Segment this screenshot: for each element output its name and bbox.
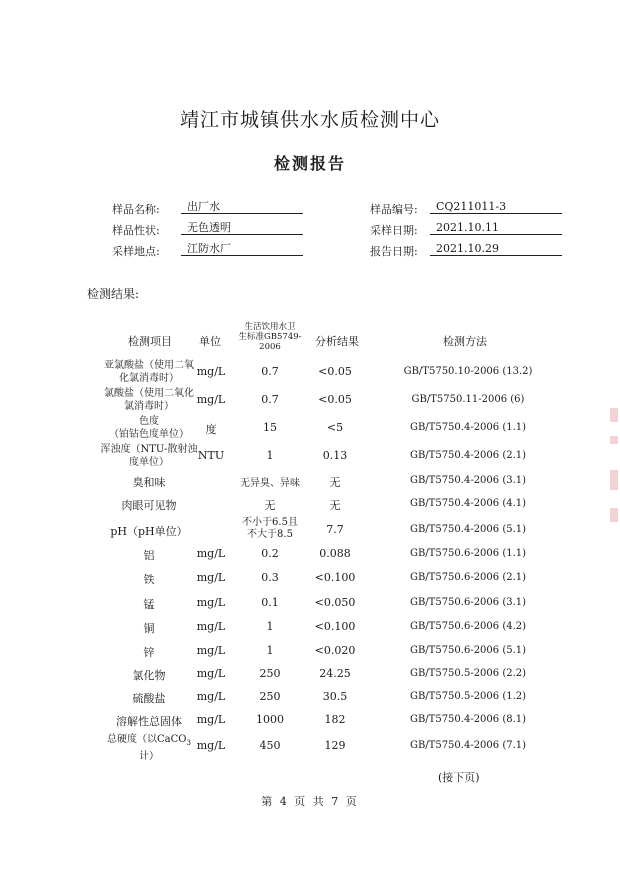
sample-no-value: CQ211011-3: [430, 199, 562, 214]
row-method: GB/T5750.5-2006 (2.2): [409, 668, 527, 679]
report-date-label: 报告日期:: [370, 245, 418, 258]
sampling-site-value: 江防水厂: [181, 241, 303, 256]
row-result: 30.5: [322, 690, 348, 703]
row-unit: 度: [205, 423, 217, 436]
row-item: 铝: [143, 549, 155, 562]
row-item-text: 总硬度（以CaCO: [107, 734, 187, 745]
row-unit: mg/L: [196, 690, 226, 703]
row-unit: mg/L: [196, 393, 226, 406]
row-item: 臭和味: [132, 476, 166, 489]
row-unit: mg/L: [196, 713, 226, 726]
stamp-edge-mark: [610, 508, 618, 522]
row-unit: mg/L: [196, 365, 226, 378]
sample-name-label: 样品名称:: [112, 203, 160, 216]
row-method: GB/T5750.5-2006 (1.2): [409, 691, 527, 702]
stamp-edge-mark: [610, 436, 618, 444]
row-result: 7.7: [326, 523, 344, 536]
row-item: 硫酸盐: [132, 692, 166, 705]
row-standard: 0.7: [261, 393, 279, 406]
row-standard: 1: [266, 449, 274, 462]
row-result: 182: [324, 713, 346, 726]
row-result: <0.100: [314, 620, 356, 633]
sampling-date-value: 2021.10.11: [430, 220, 562, 235]
row-standard: 250: [259, 667, 281, 680]
row-standard: 0.7: [261, 365, 279, 378]
row-unit: mg/L: [196, 739, 226, 752]
row-item: 肉眼可见物: [121, 499, 177, 512]
row-item: pH（pH单位）: [110, 525, 188, 538]
sample-no-label: 样品编号:: [370, 203, 418, 216]
row-result: <0.020: [314, 644, 356, 657]
row-method: GB/T5750.4-2006 (3.1): [409, 475, 527, 486]
row-standard-line2: 不大于8.5: [247, 529, 293, 540]
row-standard: [230, 517, 310, 541]
row-method: GB/T5750.4-2006 (7.1): [409, 740, 527, 751]
row-unit: mg/L: [196, 547, 226, 560]
row-method: GB/T5750.11-2006 (6): [411, 394, 525, 405]
sample-property-value: 无色透明: [181, 220, 303, 235]
row-item: 铁: [143, 573, 155, 586]
row-method: GB/T5750.4-2006 (1.1): [409, 422, 527, 433]
row-item-subscript: 3: [186, 739, 191, 747]
row-item: 锌: [143, 646, 155, 659]
row-method: GB/T5750.6-2006 (4.2): [409, 621, 527, 632]
row-method: GB/T5750.4-2006 (8.1): [409, 714, 527, 725]
row-method: GB/T5750.4-2006 (4.1): [409, 498, 527, 509]
row-result: 无: [329, 476, 341, 489]
row-item-line2: 度单位）: [129, 457, 169, 468]
row-item-text: 亚氯酸盐（使用二氧: [104, 360, 194, 371]
row-unit: mg/L: [196, 667, 226, 680]
row-method: GB/T5750.10-2006 (13.2): [403, 366, 533, 377]
row-result: <5: [326, 421, 344, 434]
row-result: <0.05: [318, 393, 352, 406]
row-item-line2: 化氯消毒时）: [119, 373, 179, 384]
row-standard: 无异臭、异味: [240, 478, 300, 489]
row-result: 24.25: [319, 667, 351, 680]
row-result: <0.050: [314, 596, 356, 609]
row-unit: NTU: [197, 449, 225, 462]
continued-note: (接下页): [438, 771, 480, 784]
row-unit: mg/L: [196, 596, 226, 609]
header-unit: 单位: [199, 335, 221, 348]
row-item-text: 浑浊度（NTU-散射浊: [100, 444, 198, 455]
row-item: 锰: [143, 598, 155, 611]
row-standard-line1: 不小于6.5且: [242, 517, 298, 528]
sample-name-value: 出厂水: [181, 199, 303, 214]
row-unit: mg/L: [196, 571, 226, 584]
row-item-line2: （铂钴色度单位）: [109, 429, 189, 440]
row-unit: mg/L: [196, 620, 226, 633]
page-footer: 第 4 页 共 7 页: [261, 795, 359, 808]
row-method: GB/T5750.6-2006 (2.1): [409, 572, 527, 583]
header-standard: [228, 322, 312, 352]
header-result: 分析结果: [315, 335, 359, 348]
row-result: <0.100: [314, 571, 356, 584]
header-method: 检测方法: [443, 335, 487, 348]
row-result: 无: [329, 499, 341, 512]
row-result: 0.13: [322, 449, 348, 462]
row-standard: 0.1: [261, 596, 279, 609]
header-standard-line3: 2006: [259, 342, 281, 352]
row-standard: 250: [259, 690, 281, 703]
report-date-value: 2021.10.29: [430, 241, 562, 256]
header-item: 检测项目: [128, 335, 172, 348]
row-standard: 0.2: [261, 547, 279, 560]
row-standard: 1000: [256, 713, 284, 726]
stamp-edge-mark: [610, 408, 618, 422]
row-item-text: 色度: [139, 416, 159, 427]
report-subtitle: 检测报告: [273, 154, 346, 173]
row-item: 铜: [143, 622, 155, 635]
row-result: 129: [324, 739, 346, 752]
sample-property-label: 样品性状:: [112, 224, 160, 237]
stamp-edge-mark: [610, 470, 618, 490]
row-method: GB/T5750.6-2006 (1.1): [409, 548, 527, 559]
row-item: 氯化物: [132, 669, 166, 682]
row-standard: 0.3: [261, 571, 279, 584]
row-standard: 1: [266, 620, 274, 633]
row-unit: mg/L: [196, 644, 226, 657]
report-org-title: 靖江市城镇供水水质检测中心: [179, 109, 440, 131]
row-item-line2: 计）: [139, 751, 159, 762]
row-standard: 无: [264, 499, 276, 512]
sampling-date-label: 采样日期:: [370, 224, 418, 237]
row-method: GB/T5750.6-2006 (3.1): [409, 597, 527, 608]
row-result: <0.05: [318, 365, 352, 378]
row-item-text: 氯酸盐（使用二氧化: [104, 388, 194, 399]
row-method: GB/T5750.4-2006 (2.1): [409, 450, 527, 461]
row-method: GB/T5750.4-2006 (5.1): [409, 524, 527, 535]
row-standard: 450: [259, 739, 281, 752]
row-item: 溶解性总固体: [116, 715, 182, 728]
row-item-line2: 氯消毒时）: [124, 401, 174, 412]
row-result: 0.088: [319, 547, 351, 560]
header-standard-line1: 生活饮用水卫: [244, 322, 296, 332]
results-label: 检测结果:: [87, 287, 140, 301]
row-method: GB/T5750.6-2006 (5.1): [409, 645, 527, 656]
row-standard: 15: [263, 421, 277, 434]
sampling-site-label: 采样地点:: [112, 245, 160, 258]
header-standard-line2: 生标准GB5749-: [238, 332, 302, 342]
row-standard: 1: [266, 644, 274, 657]
